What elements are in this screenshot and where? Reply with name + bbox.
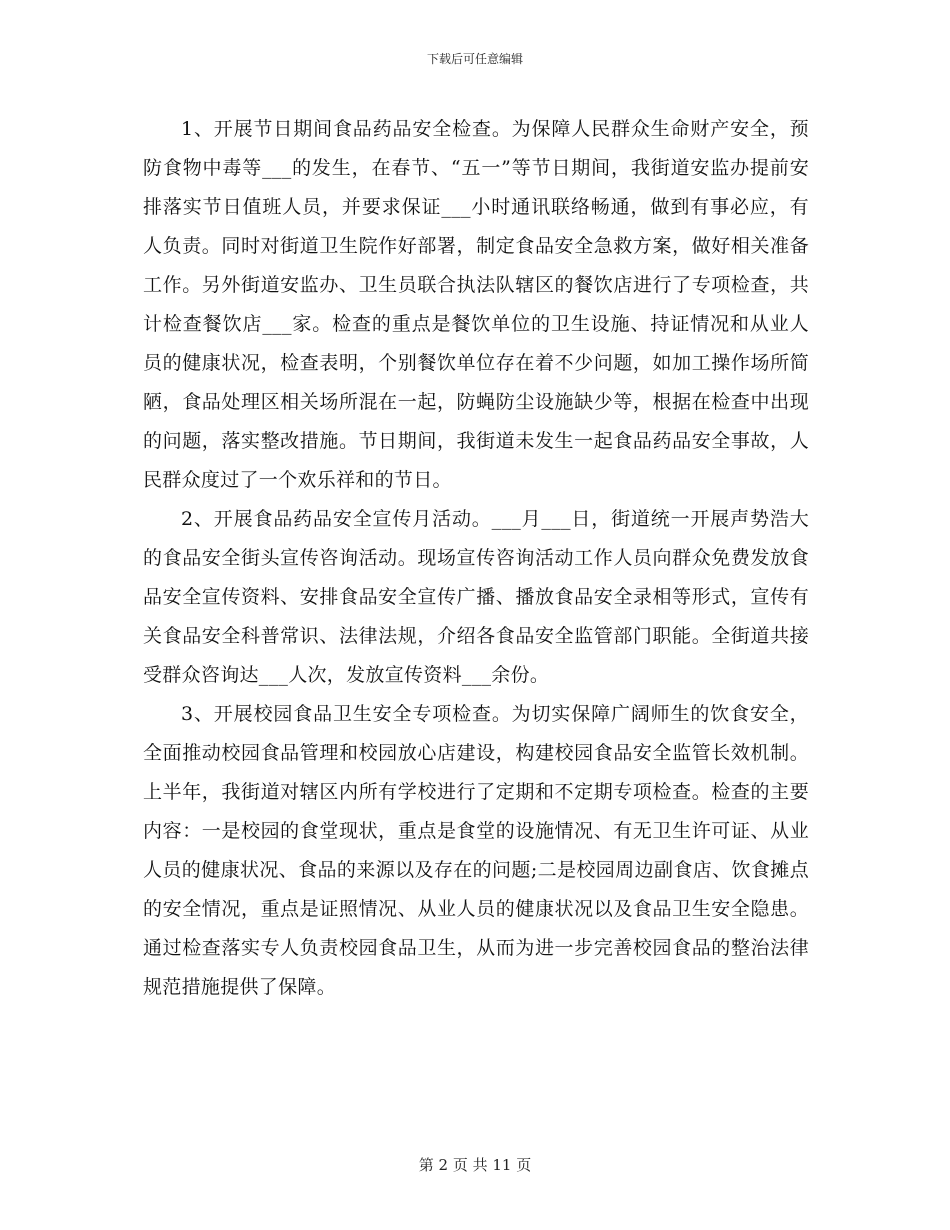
page-header: 下载后可任意编辑 [426, 52, 523, 66]
paragraph-safety-month: 2、开展食品药品安全宣传月活动。___月___日，街道统一开展声势浩大的食品安全街头宣传咨询活动。现场宣传咨询活动工作人员向群众免费发放食品安全宣传资料、安排食品安全宣传广播、播放食品安全录相等形式，宣传有关食品安全科普常识、法律法规，介绍各食品安全监管部门职能。全街道共接受群众咨询达___人次，发放宣传资料___余份。 [143, 508, 809, 686]
paragraph-campus-inspection: 3、开展校园食品卫生安全专项检查。为切实保障广阔师生的饮食安全，全面推动校园食品管理和校园放心店建设，构建校园食品安全监管长效机制。上半年，我街道对辖区内所有学校进行了定期和不定期专项检查。检查的主要内容：一是校园的食堂现状，重点是食堂的设施情况、有无卫生许可证、从业人员的健康状况、食品的来源以及存在的问题;二是校园周边副食店、饮食摊点的安全情况，重点是证照情况、从业人员的健康状况以及食品卫生安全隐患。通过检查落实专人负责校园食品卫生，从而为进一步完善校园食品的整治法律规范措施提供了保障。 [143, 703, 809, 998]
page-number: 第 2 页 共 11 页 [418, 1156, 532, 1174]
document-body [143, 110, 809, 1007]
paragraph-holiday-inspection: 1、开展节日期间食品药品安全检查。为保障人民群众生命财产安全，预防食物中毒等___的发生，在春节、“五一”等节日期间，我街道安监办提前安排落实节日值班人员，并要求保证___小时通讯联络畅通，做到有事必应，有人负责。同时对街道卫生院作好部署，制定食品安全急救方案，做好相关准备工作。另外街道安监办、卫生员联合执法队辖区的餐饮店进行了专项检查，共计检查餐饮店___家。检查的重点是餐饮单位的卫生设施、持证情况和从业人员的健康状况，检查表明，个别餐饮单位存在着不少问题，如加工操作场所简陋，食品处理区相关场所混在一起，防蝇防尘设施缺少等，根据在检查中出现的问题，落实整改措施。节日期间，我街道未发生一起食品药品安全事故，人民群众度过了一个欢乐祥和的节日。 [143, 118, 809, 491]
